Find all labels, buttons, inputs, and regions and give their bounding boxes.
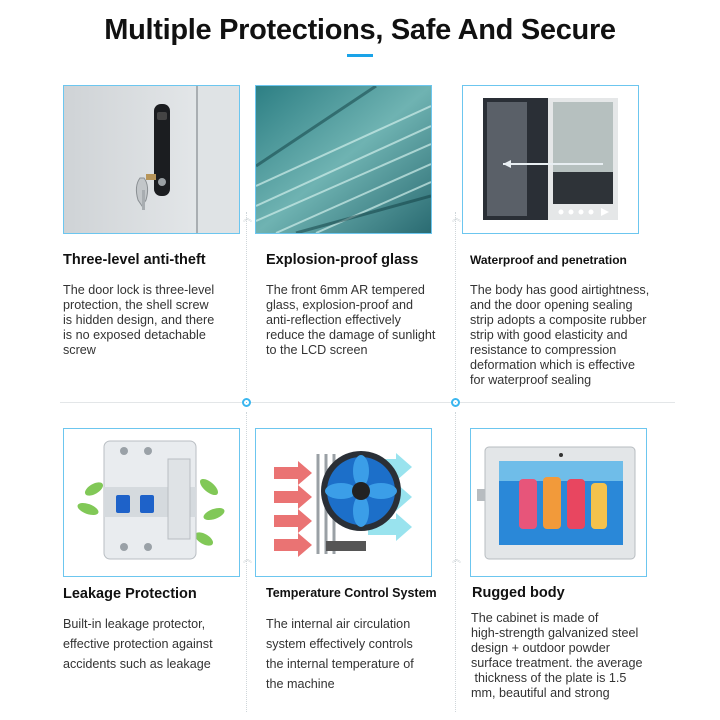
feature-heading: Explosion-proof glass [266, 252, 419, 268]
description-line: protection, the shell screw [63, 298, 209, 312]
chevron-up-icon: ︽ [243, 213, 253, 223]
description-line: the machine [266, 677, 335, 691]
chevron-up-icon: ︽ [452, 213, 462, 223]
feature-heading: Waterproof and penetration [470, 253, 627, 267]
page-title: Multiple Protections, Safe And Secure [104, 14, 616, 46]
waterproof-seal-image [462, 85, 639, 234]
cooling-fan-image [255, 428, 432, 577]
door-lock-image [63, 85, 240, 234]
feature-description [63, 283, 243, 358]
divider-dot-right [451, 398, 460, 407]
description-line: strip with good elasticity and [470, 328, 628, 342]
feature-heading: Three-level anti-theft [63, 252, 206, 268]
description-line: design + outdoor powder [471, 641, 610, 655]
feature-description [63, 614, 243, 674]
leakage-protector-image [63, 428, 240, 577]
description-line: resistance to compression [470, 343, 617, 357]
feature-heading: Temperature Control System [266, 586, 437, 600]
description-line: The door lock is three-level [63, 283, 215, 297]
description-line: and the door opening sealing [470, 298, 633, 312]
description-line: accidents such as leakage [63, 657, 211, 671]
description-line: effective protection against [63, 637, 213, 651]
title-underline [347, 54, 373, 57]
outdoor-kiosk-image [470, 428, 647, 577]
feature-description [266, 283, 451, 358]
feature-description [471, 611, 676, 701]
section-divider [60, 402, 675, 403]
description-line: The front 6mm AR tempered [266, 283, 425, 297]
description-line: anti-reflection effectively [266, 313, 401, 327]
chevron-up-icon: ︽ [243, 554, 253, 564]
description-line: for waterproof sealing [470, 373, 592, 387]
description-line: reduce the damage of sunlight [266, 328, 436, 342]
feature-heading: Leakage Protection [63, 586, 197, 602]
description-line: thickness of the plate is 1.5 [471, 671, 627, 685]
description-line: Built-in leakage protector, [63, 617, 206, 631]
tempered-glass-image [255, 85, 432, 234]
feature-description [470, 283, 675, 388]
description-line: is no exposed detachable [63, 328, 206, 342]
feature-heading: Rugged body [472, 585, 565, 601]
description-line: system effectively controls [266, 637, 413, 651]
description-line: The cabinet is made of [471, 611, 599, 625]
description-line: the internal temperature of [266, 657, 414, 671]
description-line: high-strength galvanized steel [471, 626, 639, 640]
description-line: strip adopts a composite rubber [470, 313, 647, 327]
description-line: mm, beautiful and strong [471, 686, 610, 700]
chevron-up-icon: ︽ [452, 554, 462, 564]
description-line: to the LCD screen [266, 343, 368, 357]
description-line: deformation which is effective [470, 358, 635, 372]
description-line: The internal air circulation [266, 617, 411, 631]
column-divider-right [455, 212, 456, 392]
description-line: screw [63, 343, 96, 357]
feature-description [266, 614, 451, 694]
description-line: surface treatment. the average [471, 656, 643, 670]
description-line: glass, explosion-proof and [266, 298, 414, 312]
description-line: is hidden design, and there [63, 313, 215, 327]
divider-dot-left [242, 398, 251, 407]
description-line: The body has good airtightness, [470, 283, 650, 297]
column-divider-left [246, 212, 247, 392]
